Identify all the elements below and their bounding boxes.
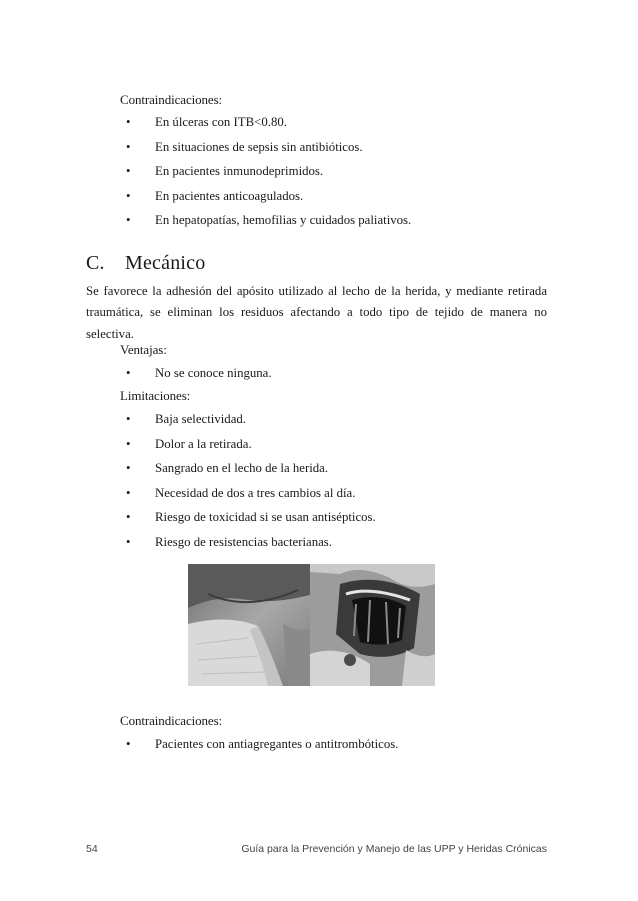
bullet-icon: • [126, 213, 131, 228]
footer-title: Guía para la Prevención y Manejo de las UPP y Heridas Crónicas [241, 843, 547, 855]
bullet-icon: • [126, 510, 131, 525]
section-letter: C. [86, 252, 105, 274]
bullet-icon: • [126, 436, 131, 451]
page-number: 54 [86, 843, 98, 855]
section-paragraph: Se favorece la adhesión del apósito utilizado al lecho de la herida, y mediante retirada traumática, se eliminan los residuos afectando a todo tipo de tejido de manera no selectiva. [86, 284, 547, 341]
bullet-icon: • [126, 366, 131, 380]
bullet-icon: • [126, 461, 131, 476]
contraindications-top-label: Contraindicaciones: [120, 92, 223, 107]
bullet-icon: • [126, 534, 131, 549]
bullet-icon: • [126, 164, 131, 179]
bullet-icon: • [126, 115, 131, 129]
limitations-label: Limitaciones: [120, 388, 191, 403]
bullet-icon: • [126, 412, 131, 426]
contraindications-bottom-label: Contraindicaciones: [120, 713, 223, 728]
bullet-icon: • [126, 188, 131, 203]
wound-photo-gauze [188, 564, 313, 686]
advantages-label: Ventajas: [120, 342, 167, 357]
wound-photo-open [310, 564, 435, 686]
section-title: Mecánico [125, 252, 206, 274]
document-page: Contraindicaciones: • En úlceras con ITB<0.80. • En situaciones de sepsis sin antibióticos. • En pacientes inmunodeprimidos. • En pacientes anticoagulados. • En hepatopatías, hemofilias y cuidados paliativos. C. Mecánico Se favorece la adhesión del apósito utilizado al lecho de la herida, y mediante retirada traumática, se eliminan los residuos afectando a todo tipo de tejido de manera no selectiva. Ventajas: • No se conoce ninguna. Limitaciones: • Baja selectividad. • Dolor a la retirada. • Sangrado en el lecho de la herida. • Necesidad de dos a tres cambios al día. • Riesgo de toxicidad si se usan antisépticos. • Riesgo de resistencias bacterianas. Contraindicaciones: • Pacientes con antiagregantes o antitrombóticos. 54 Guía para la Prevención y Manejo de las UPP y Heridas Crónicas [86, 92, 547, 855]
section-heading [86, 252, 205, 275]
bullet-icon: • [126, 737, 131, 751]
bullet-icon: • [126, 139, 131, 154]
bullet-icon: • [126, 485, 131, 500]
